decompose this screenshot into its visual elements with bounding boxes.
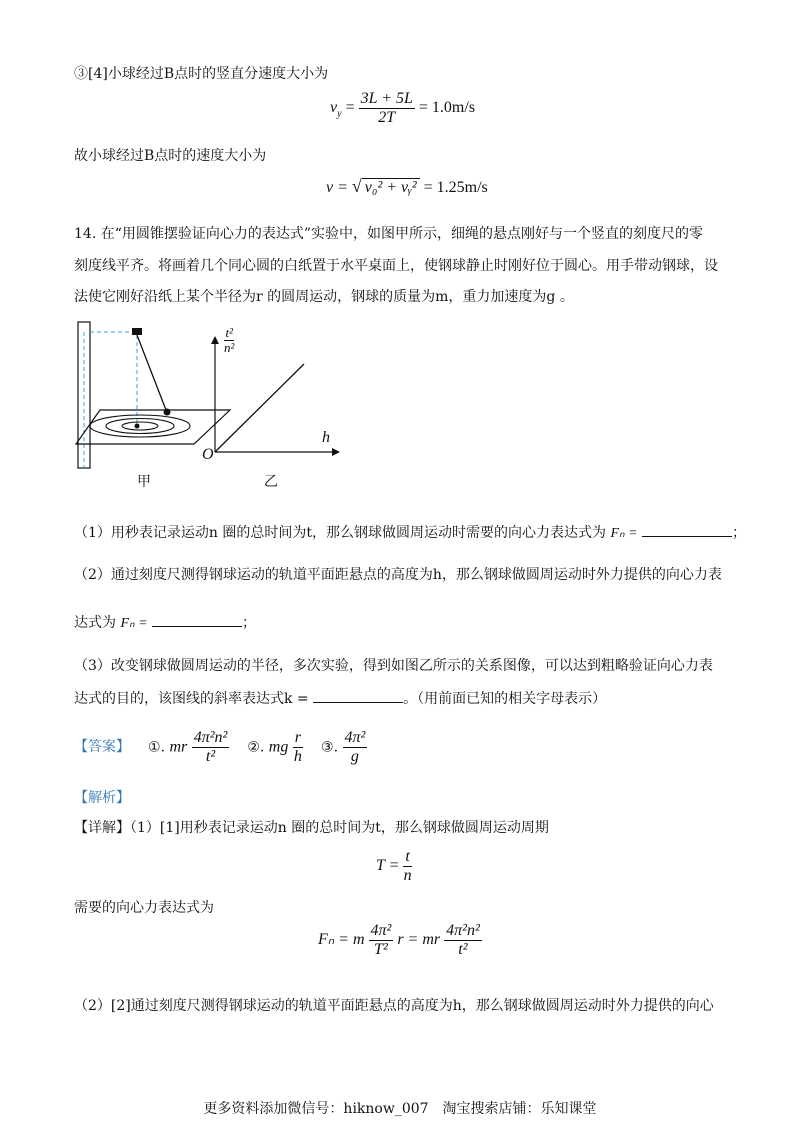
- answer-3-frac-num: 4π²: [344, 728, 366, 746]
- analysis-part2: （2）[2]通过刻度尺测得钢球运动的轨道平面距悬点的高度为h，那么钢球做圆周运动时外力提供的向心: [74, 998, 714, 1014]
- answer-3-num: ③.: [321, 739, 339, 755]
- eq-force-num-2: 4π²n²: [446, 922, 480, 939]
- figure-yi-label: 乙: [264, 474, 278, 490]
- eq-vy-fraction: [359, 90, 415, 127]
- eq-vy-den: 2T: [378, 109, 396, 126]
- answer-2-num: ②.: [247, 739, 265, 755]
- prev-line-2: 故小球经过B点时的速度大小为: [74, 148, 267, 164]
- analysis-tag: 【解析】: [74, 790, 130, 806]
- q14-line-2: 刻度线平齐。将画着几个同心圆的白纸置于水平桌面上，使钢球静止时刚好位于圆心。用手带动钢球，设: [74, 258, 718, 274]
- answer-1-num: ①.: [148, 739, 166, 755]
- answer-1-frac: [192, 729, 230, 766]
- pivot-block: [132, 328, 142, 335]
- circle-center: [135, 424, 140, 429]
- eq-v-rhs: = 1.25m/s: [423, 179, 488, 196]
- circle-inner: [122, 422, 158, 430]
- eq-force-frac-2: [444, 922, 482, 959]
- eq-force-lhs: Fₙ = m: [318, 931, 365, 949]
- q14-part2-text: 达式为: [74, 615, 116, 631]
- figure-jia-label: 甲: [137, 474, 151, 490]
- equation-period: [376, 848, 412, 885]
- page-footer: 更多资料添加微信号：hiknow_007 淘宝搜索店铺：乐知课堂: [203, 1101, 597, 1117]
- graph-x-arrow: [332, 448, 340, 456]
- equation-force: [318, 922, 482, 959]
- circle-middle: [106, 419, 174, 434]
- eq-vy-rhs: = 1.0m/s: [418, 99, 476, 117]
- eq-force-mid: r = mr: [397, 931, 441, 949]
- answer-2-frac: [293, 729, 303, 766]
- equation-v: v = √ v₀² + vᵧ² = 1.25m/s: [326, 176, 488, 196]
- q14-part1: [74, 522, 746, 544]
- answer-1-pre: mr: [169, 738, 188, 755]
- answer-1-frac-num: 4π²n²: [193, 728, 228, 746]
- eq-force-frac-1: [369, 922, 394, 959]
- q14-part2-fn: Fₙ =: [120, 616, 148, 631]
- graph-origin-label: O: [202, 446, 214, 463]
- analysis-detail: 【详解】（1）[1]用秒表记录运动n 圈的总时间为t，那么钢球做圆周运动周期: [74, 820, 549, 836]
- eq-v-radicand: v₀² + vᵧ²: [362, 178, 420, 197]
- eq-force-den-1: T²: [374, 941, 388, 958]
- eq-vy-num: 3L + 5L: [360, 90, 413, 107]
- graph-y-label: [224, 326, 234, 355]
- eq-period-frac: [403, 848, 411, 885]
- eq-v-lhs: v =: [326, 179, 348, 196]
- q14-part3-text: 达式的目的，该图线的斜率表达式k =: [74, 691, 309, 707]
- answer-tag: 【答案】: [74, 739, 130, 755]
- analysis-need: 需要的向心力表达式为: [74, 900, 214, 916]
- answer-2-frac-den: h: [293, 747, 302, 765]
- answer-2-frac-num: r: [294, 728, 302, 746]
- answer-blank-3[interactable]: [313, 688, 403, 703]
- figure-apparatus: [70, 318, 350, 498]
- q14-part2-line-2: [74, 612, 256, 634]
- answer-2: [247, 729, 303, 766]
- answer-blank-1[interactable]: [642, 522, 732, 537]
- eq-period-den: n: [403, 867, 412, 884]
- equation-vy: $v_y$ = $\frac{3L + 5L}{2T}$ = 1.0m/s: [330, 90, 476, 126]
- q14-line-1: 14. 在“用圆锥摆验证向心力的表达式”实验中，如图甲所示，细绳的悬点刚好与一个竖直的刻度尺的零: [74, 226, 704, 242]
- answer-row: [74, 722, 367, 772]
- graph-y-num: t²: [225, 325, 233, 340]
- q14-part1-fn: Fₙ =: [610, 526, 638, 541]
- eq-period-lhs: T =: [376, 857, 400, 875]
- q14-part2-end: ；: [241, 615, 256, 631]
- answer-3-frac-den: g: [350, 747, 359, 765]
- answer-blank-2[interactable]: [152, 612, 242, 627]
- answer-3: [321, 729, 367, 766]
- q14-part3-end: 。（用前面已知的相关字母表示）: [403, 691, 607, 707]
- q14-line-3: 法使它刚好沿纸上某个半径为r 的圆周运动，钢球的质量为m，重力加速度为g 。: [74, 289, 574, 305]
- answer-3-frac: [343, 729, 368, 766]
- answer-1-frac-den: t²: [205, 747, 216, 765]
- q14-part2-line-1: （2）通过刻度尺测得钢球运动的轨道平面距悬点的高度为h，那么钢球做圆周运动时外力提供的向心力表: [74, 567, 722, 583]
- eq-force-num-1: 4π²: [370, 922, 392, 939]
- graph-y-arrow: [211, 336, 219, 344]
- q14-part1-end: ；: [731, 525, 746, 541]
- answer-2-pre: mg: [268, 738, 289, 755]
- eq-force-den-2: t²: [458, 941, 468, 958]
- graph-x-label: h: [322, 429, 330, 446]
- q14-part3-line-1: （3）改变钢球做圆周运动的半径，多次实验，得到如图乙所示的关系图像，可以达到粗略验证向心力表: [74, 658, 713, 674]
- eq-vy-lhs: v: [330, 99, 338, 117]
- string-line: [137, 335, 166, 410]
- q14-part1-text: （1）用秒表记录运动n 圈的总时间为t，那么钢球做圆周运动时需要的向心力表达式为: [74, 525, 606, 541]
- graph-y-den: n²: [224, 340, 235, 355]
- eq-period-num: t: [405, 848, 410, 865]
- graph-line: [215, 364, 304, 452]
- eq-vy-sub: y: [337, 108, 342, 120]
- answer-1: [148, 729, 229, 766]
- q14-part3-line-2: [74, 688, 606, 709]
- prev-line-1: ③[4]小球经过B点时的竖直分速度大小为: [74, 66, 329, 82]
